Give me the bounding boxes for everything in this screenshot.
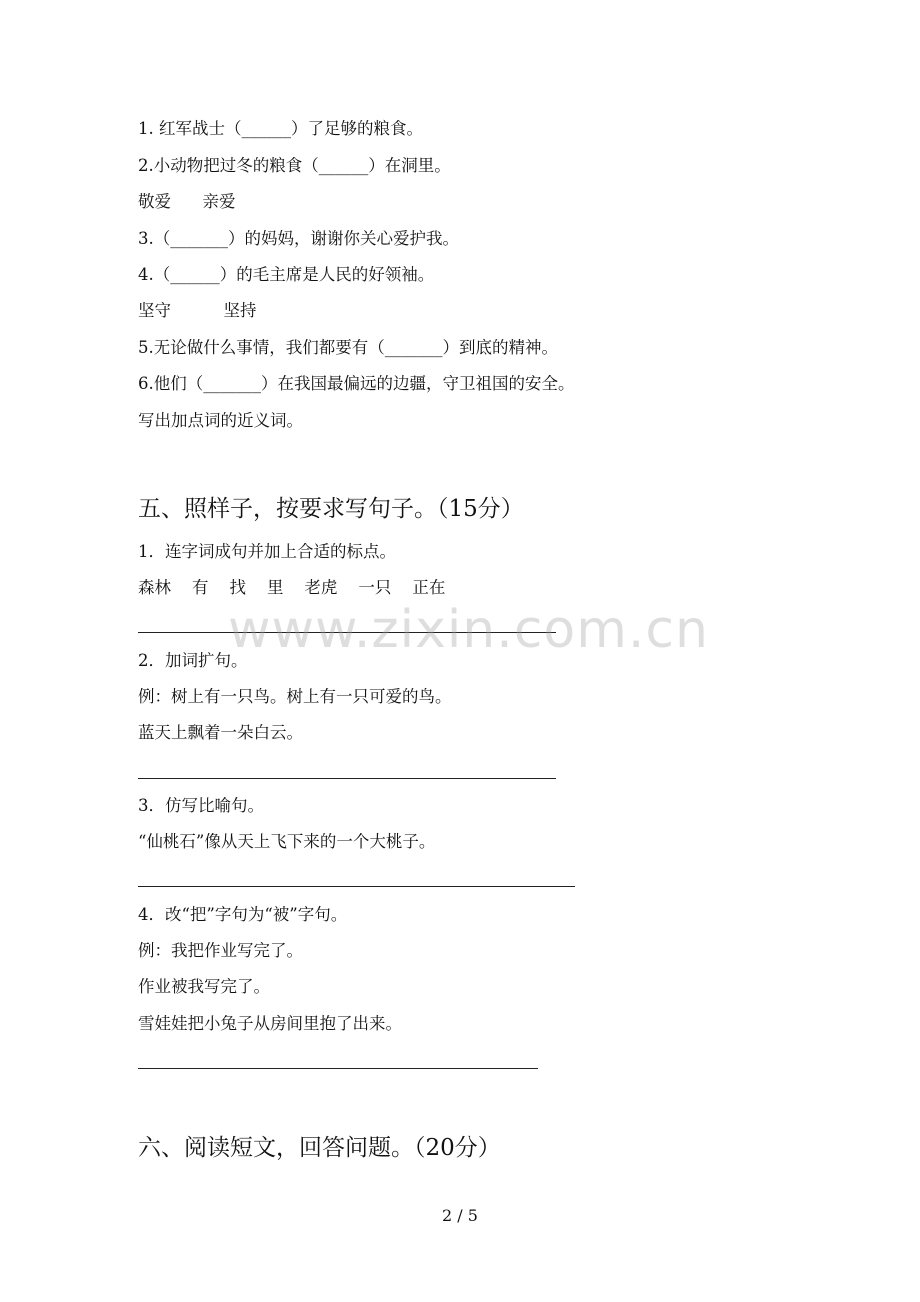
page-number: 2 / 5 (442, 1206, 478, 1225)
fill-blank-q6: 6.他们（_______）在我国最偏远的边疆，守卫祖国的安全。 (138, 374, 575, 393)
q4-prompt: 4．改“把”字句为“被”字句。 (138, 905, 348, 924)
q3-answer-line[interactable] (138, 886, 575, 887)
q2-sentence: 蓝天上飘着一朵白云。 (138, 723, 303, 742)
q2-example: 例：树上有一只鸟。树上有一只可爱的鸟。 (138, 687, 452, 706)
q3-prompt: 3．仿写比喻句。 (138, 796, 264, 815)
fill-blank-q4: 4.（______）的毛主席是人民的好领袖。 (138, 265, 435, 284)
q1-words: 森林 有 找 里 老虎 一只 正在 (138, 578, 446, 597)
watermark: www.zixin.com.cn (228, 600, 709, 660)
q4-sentence: 雪娃娃把小兔子从房间里抱了出来。 (138, 1014, 402, 1033)
q4-example-answer: 作业被我写完了。 (138, 977, 270, 996)
word-choices-1: 敬爱 亲爱 (138, 192, 236, 211)
q3-sentence: “仙桃石”像从天上飞下来的一个大桃子。 (138, 832, 436, 851)
q4-example: 例：我把作业写完了。 (138, 941, 303, 960)
q2-answer-line[interactable] (138, 778, 556, 779)
word-choices-2: 坚守 坚持 (138, 301, 257, 320)
q2-prompt: 2．加词扩句。 (138, 651, 248, 670)
fill-blank-q5: 5.无论做什么事情，我们都要有（_______）到底的精神。 (138, 338, 558, 357)
fill-blank-q3: 3.（_______）的妈妈，谢谢你关心爱护我。 (138, 229, 459, 248)
q1-prompt: 1．连字词成句并加上合适的标点。 (138, 542, 396, 561)
section-six-heading: 六、阅读短文，回答问题。（20分） (138, 1135, 501, 1161)
section-five-heading: 五、照样子，按要求写句子。（15分） (138, 496, 524, 522)
fill-blank-q1: 1. 红军战士（______）了足够的粮食。 (138, 119, 423, 138)
q4-answer-line[interactable] (138, 1068, 538, 1069)
fill-blank-q2: 2.小动物把过冬的粮食（______）在洞里。 (138, 156, 451, 175)
synonym-instruction: 写出加点词的近义词。 (138, 411, 303, 430)
